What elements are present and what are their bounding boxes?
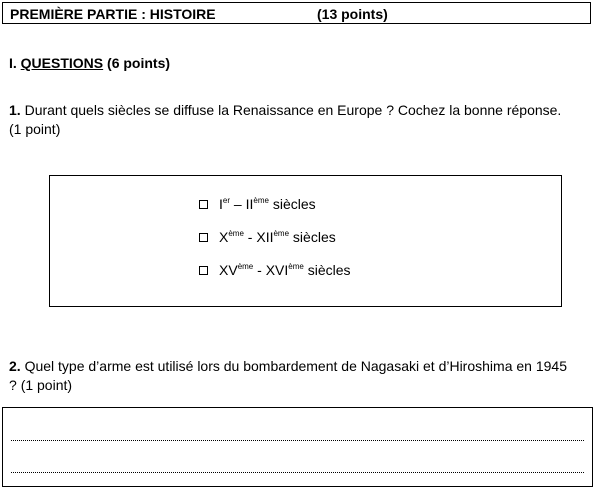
choice-1-label: Ier – IIème siècles xyxy=(219,196,316,212)
choice-2-checkbox[interactable] xyxy=(199,233,208,242)
choice-2[interactable] xyxy=(199,229,336,245)
question-2-number: 2. xyxy=(9,358,21,374)
choice-3-checkbox[interactable] xyxy=(199,266,208,275)
choice-1-checkbox[interactable] xyxy=(199,200,208,209)
question-1-points: (1 point) xyxy=(9,121,61,137)
choices-box xyxy=(49,175,562,307)
answer-line[interactable] xyxy=(11,472,584,473)
question-2 xyxy=(9,357,569,395)
part-title: PREMIÈRE PARTIE : HISTOIRE xyxy=(10,6,216,22)
answer-box[interactable] xyxy=(2,407,593,487)
question-2-text: Quel type d’arme est utilisé lors du bombardement de Nagasaki et d’Hiroshima en 1945 ? xyxy=(9,358,567,393)
choice-3[interactable] xyxy=(199,262,351,278)
part-points: (13 points) xyxy=(317,6,388,22)
question-1 xyxy=(9,101,589,139)
choice-2-label: Xème - XIIème siècles xyxy=(219,229,336,245)
choice-1[interactable] xyxy=(199,196,316,212)
question-1-text: Durant quels siècles se diffuse la Renaissance en Europe ? Cochez la bonne réponse. xyxy=(24,102,562,118)
header-bar xyxy=(2,2,591,24)
section-points: (6 points) xyxy=(107,55,171,71)
question-2-points: (1 point) xyxy=(20,377,73,393)
choice-3-label: XVème - XVIème siècles xyxy=(219,262,351,278)
answer-line[interactable] xyxy=(11,440,584,441)
section-title: QUESTIONS xyxy=(20,55,104,71)
question-1-number: 1. xyxy=(9,102,21,118)
section-number: I. xyxy=(9,55,17,71)
section-heading xyxy=(9,55,170,71)
